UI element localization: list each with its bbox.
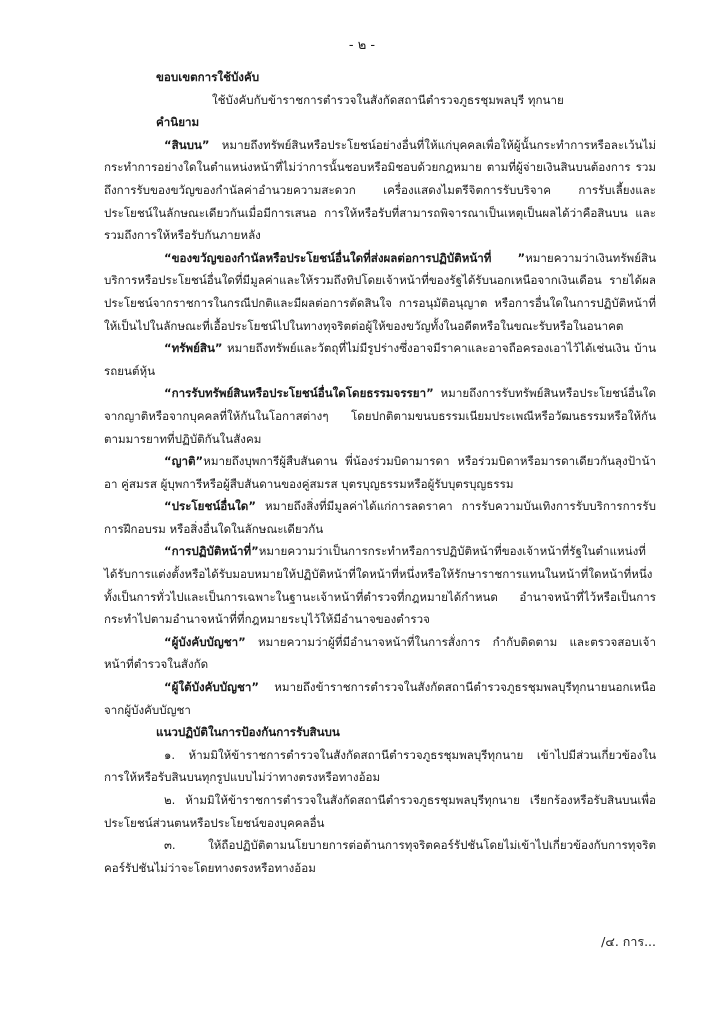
definition-text: หมายความว่าเป็นการกระทำหรือการปฏิบัติหน้าที่ของเจ้าหน้าที่รัฐในตำแหน่งที่ได้รับการแต่งตั้งหรือได้รับมอบหมายให้ปฏิบัติหน้าที่ใดหน้าที่หนึ่งหรือให้รักษาราชการแทนในหน้าที่ใดหน้าที่หนึ่งทั้งเป็นการทั่วไปและเป็นการเฉพาะในฐานะเจ้าหน้าที่ตำรวจที่กฎหมายได้กำหนด อำนาจหน้าที่ไว้หรือเป็นการกระทำไปตามอำนาจหน้าที่ที่กฎหมายระบุไว้ให้มีอำนาจของตำรวจ (104, 544, 656, 627)
definition-paragraph (104, 540, 656, 630)
guidelines-heading: แนวปฏิบัติในการป้องกันการรับสินบน (156, 725, 340, 740)
document-body (104, 66, 656, 879)
guideline-item: ๒. ห้ามมิให้ข้าราชการตำรวจในสังกัดสถานีตำรวจภูธรชุมพลบุรีทุกนาย เรียกร้องหรือรับสินบนเพื่อประโยชน์ส่วนตนหรือประโยชน์ของบุคคลอื่น (104, 793, 656, 830)
continuation-reference: /๔. การ... (601, 934, 656, 949)
definition-term: “ทรัพย์สิน” (164, 341, 223, 356)
definition-text: หมายถึงสิ่งที่มีมูลค่าได้แก่การลดราคา การรับความบันเทิงการรับบริการการรับการฝึกอบรม หรือสิ่งอื่นใดในลักษณะเดียวกัน (104, 499, 656, 536)
definition-term: “ประโยชน์อื่นใด” (164, 499, 256, 514)
definition-text: หมายถึงข้าราชการตำรวจในสังกัดสถานีตำรวจภูธรชุมพลบุรีทุกนายนอกเหนือจากผู้บังคับบัญชา (104, 680, 656, 717)
definition-paragraph (104, 676, 656, 721)
definition-paragraph (104, 382, 656, 450)
definition-term: “ญาติ” (164, 454, 204, 469)
definition-term: “ผู้บังคับบัญชา” (164, 634, 246, 649)
definition-text: หมายถึงการรับทรัพย์สินหรือประโยชน์อื่นใดจากญาติหรือจากบุคคลที่ให้กันในโอกาสต่างๆ โดยปกติตามขนบธรรมเนียมประเพณีหรือวัฒนธรรมหรือให้กันตามมารยาทที่ปฏิบัติกันในสังคม (104, 386, 656, 446)
definition-text: หมายถึงทรัพย์สินหรือประโยชน์อย่างอื่นที่ให้แก่บุคคลเพื่อให้ผู้นั้นกระทำการหรือละเว้นไม่กระทำการอย่างใดในตำแหน่งหน้าที่ไม่ว่าการนั้นชอบหรือมิชอบด้วยกฎหมาย ตามที่ผู้จ่ายเงินสินบนต้องการ รวมถึงการรับของขวัญของกำนัลค่าอำนวยความสะดวก เครื่องแสดงไมตรีจิตการรับบริจาค การรับเลี้ยงและประโยชน์ในลักษณะเดียวกันเมื่อมีการเสนอ การให้หรือรับที่สามารถพิจารณาเป็นเหตุเป็นผลได้ว่าคือสินบน และ รวมถึงการให้หรือรับกันภายหลัง (104, 137, 656, 243)
guideline-item: ๓. ให้ถือปฏิบัติตามนโยบายการต่อต้านการทุจริตคอร์รัปชันโดยไม่เข้าไปเกี่ยวข้องกับการทุจริตคอร์รัปชันไม่ว่าจะโดยทางตรงหรือทางอ้อม (104, 838, 656, 875)
definition-paragraph (104, 247, 656, 337)
definitions-heading: คำนิยาม (156, 115, 200, 130)
page-number: - ๒ - (348, 38, 376, 53)
definition-paragraph (104, 337, 656, 382)
definition-term: “การรับทรัพย์สินหรือประโยชน์อื่นใดโดยธรรมจรรยา” (164, 386, 434, 401)
definition-paragraph (104, 134, 656, 247)
scope-text: ใช้บังคับกับข้าราชการตำรวจในสังกัดสถานีตำรวจภูธรชุมพลบุรี ทุกนาย (212, 92, 564, 107)
definition-text: หมายถึงทรัพย์และวัตถุที่ไม่มีรูปร่างซึ่งอาจมีราคาและอาจถือครองเอาไว้ได้เช่นเงิน บ้านรถยนต์หุ้น (104, 341, 656, 378)
definition-paragraph (104, 631, 656, 676)
definition-term: “ผู้ใต้บังคับบัญชา” (164, 680, 259, 695)
definition-text: หมายความว่าผู้ที่มีอำนาจหน้าที่ในการสั่งการ กำกับติดตาม และตรวจสอบเจ้าหน้าที่ตำรวจในสังกัด (104, 634, 656, 672)
definition-paragraph (104, 495, 656, 540)
scope-heading: ขอบเขตการใช้บังคับ (156, 70, 260, 84)
definition-text: หมายความว่าเงินทรัพย์สินบริการหรือประโยชน์อื่นใดที่มีมูลค่าและให้รวมถึงทิปโดยเจ้าหน้าที่ของรัฐได้รับนอกเหนือจากเงินเดือน รายได้ผลประโยชน์จากราชการในกรณีปกติและมีผลต่อการตัดสินใจ การอนุมัติอนุญาต หรือการอื่นใดในการปฏิบัติหน้าที่ให้เป็นไปในลักษณะที่เอื้อประโยชน์ไปในทางทุจริตต่อผู้ให้ของขวัญทั้งในอดีตหรือในขณะรับหรือในอนาคต (104, 250, 656, 333)
definition-term: “สินบน” (164, 137, 210, 152)
definition-term: “การปฏิบัติหน้าที่” (164, 544, 259, 559)
definition-text: หมายถึงบุพการีผู้สืบสันดาน พี่น้องร่วมบิดามารดา หรือร่วมบิดาหรือมารดาเดียวกันลุงป้าน้าอา คู่สมรส ผู้บุพการีหรือผู้สืบสันดานของคู่สมรส บุตรบุญธรรมหรือผู้รับบุตรบุญธรรม (104, 454, 656, 491)
definition-term: “ของขวัญของกำนัลหรือประโยชน์อื่นใดที่ส่งผลต่อการปฏิบัติหน้าที่ ” (164, 250, 526, 265)
definition-paragraph (104, 450, 656, 495)
guideline-item: ๑. ห้ามมิให้ข้าราชการตำรวจในสังกัดสถานีตำรวจภูธรชุมพลบุรีทุกนาย เข้าไปมีส่วนเกี่ยวข้องในการให้หรือรับสินบนทุกรูปแบบไม่ว่าทางตรงหรือทางอ้อม (104, 747, 656, 785)
